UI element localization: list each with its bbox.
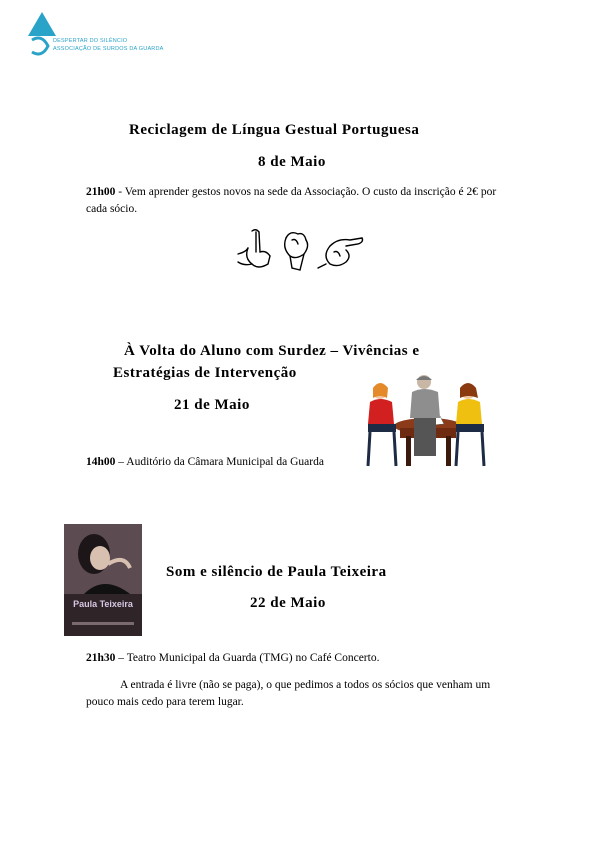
event3-title: Som e silêncio de Paula Teixeira xyxy=(166,564,387,580)
poster-name: Paula Teixeira xyxy=(73,599,133,609)
sign-language-hands-illustration xyxy=(234,228,368,274)
meeting-table-illustration xyxy=(360,372,490,472)
logo-line2: ASSOCIAÇÃO DE SURDOS DA GUARDA xyxy=(53,46,164,52)
association-logo xyxy=(28,12,168,58)
event3-date: 22 de Maio xyxy=(250,595,326,611)
event3-description: Teatro Municipal da Guarda (TMG) no Café Concerto. xyxy=(126,652,380,664)
event3-description-block xyxy=(86,650,516,667)
paula-teixeira-poster xyxy=(64,524,142,636)
event2-separator: – xyxy=(115,456,127,468)
event2-title-line1: À Volta do Aluno com Surdez – Vivências e xyxy=(124,343,420,359)
event3-time: 21h30 xyxy=(86,652,116,664)
event1-description: Vem aprender gestos novos na sede da Associação. O custo da inscrição é 2€ por cada sócio. xyxy=(86,186,497,215)
event1-title: Reciclagem de Língua Gestual Portuguesa xyxy=(129,122,420,138)
event2-description-block xyxy=(86,454,356,471)
logo-line1: DESPERTAR DO SILÊNCIO xyxy=(53,38,128,44)
event1-separator: - xyxy=(115,186,125,198)
event1-date: 8 de Maio xyxy=(258,154,326,170)
event2-description: Auditório da Câmara Municipal da Guarda xyxy=(126,456,324,468)
event2-title-line2: Estratégias de Intervenção xyxy=(113,365,297,381)
event3-separator: – xyxy=(115,652,127,664)
event2-date: 21 de Maio xyxy=(174,397,250,413)
event2-time: 14h00 xyxy=(86,456,116,468)
event1-time: 21h00 xyxy=(86,186,116,198)
event1-description-block xyxy=(86,184,516,218)
event3-note: A entrada é livre (não se paga), o que pedimos a todos os sócios que venham um pouco mais cedo para terem lugar. xyxy=(86,679,491,708)
